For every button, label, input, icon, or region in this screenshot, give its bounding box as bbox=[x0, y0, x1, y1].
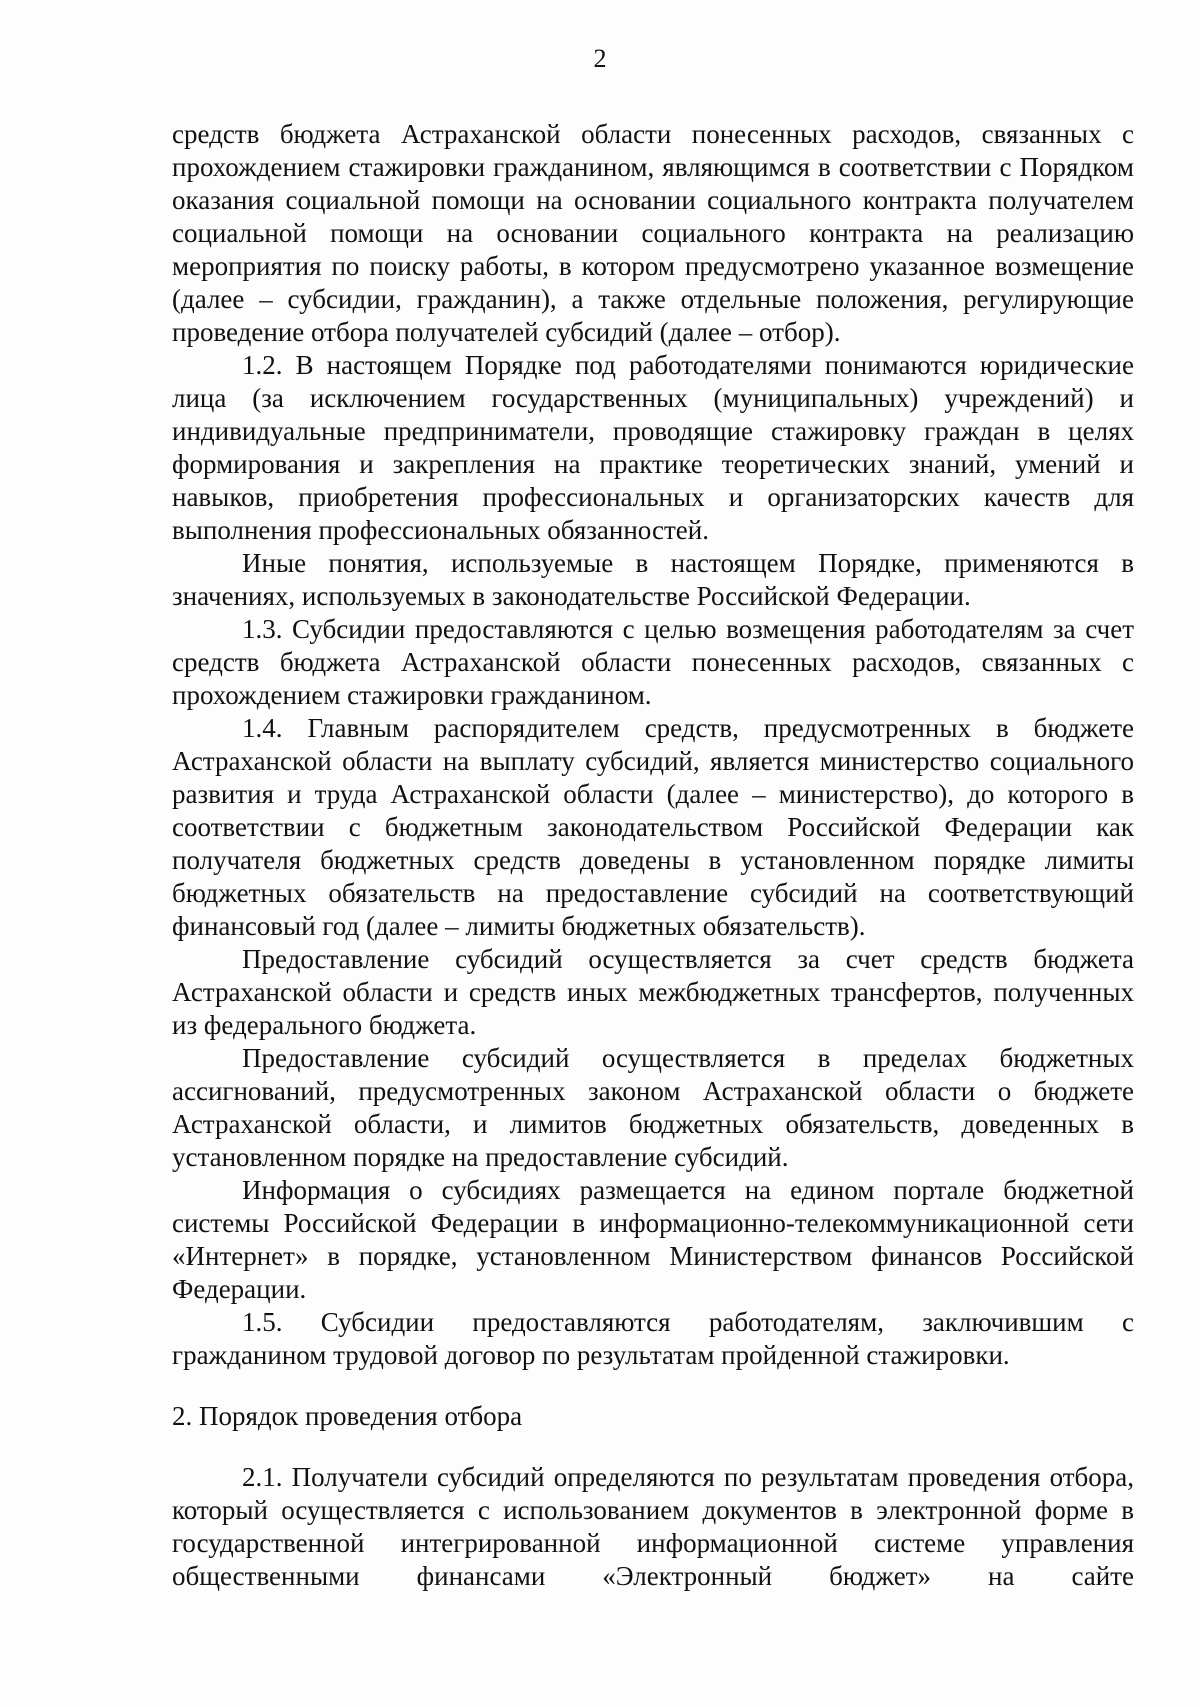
paragraph-1-2: 1.2. В настоящем Порядке под работодателями понимаются юридические лица (за исключением государственных (муниципальных) учреждений) и индивидуальные предприниматели, проводящие стажировку граждан в целях формирования и закрепления на практике теоретических знаний, умений и навыков, приобретения профессиональных и организаторских качеств для выполнения профессиональных обязанностей. bbox=[172, 350, 1134, 545]
paragraph-1-5: 1.5. Субсидии предоставляются работодателям, заключившим с гражданином трудовой договор по результатам пройденной стажировки. bbox=[172, 1307, 1134, 1370]
paragraph-other-concepts: Иные понятия, используемые в настоящем Порядке, применяются в значениях, используемых в законодательстве Российской Федерации. bbox=[172, 548, 1134, 611]
paragraph-intro-continuation: средств бюджета Астраханской области понесенных расходов, связанных с прохождением стажировки гражданином, являющимся в соответствии с Порядком оказания социальной помощи на основании социального контракта получателем социальной помощи на основании социального контракта на реализацию мероприятия по поиску работы, в котором предусмотрено указанное возмещение (далее – субсидии, гражданин), а также отдельные положения, регулирующие проведение отбора получателей субсидий (далее – отбор). bbox=[172, 119, 1134, 347]
paragraph-information-portal: Информация о субсидиях размещается на едином портале бюджетной системы Российской Федерации в информационно-телекоммуникационной сети «Интернет» в порядке, установленном Министерством финансов Российской Федерации. bbox=[172, 1175, 1134, 1304]
document-body bbox=[172, 118, 1134, 1593]
paragraph-funding-sources: Предоставление субсидий осуществляется за счет средств бюджета Астраханской области и средств иных межбюджетных трансфертов, полученных из федерального бюджета. bbox=[172, 944, 1134, 1040]
paragraph-1-4: 1.4. Главным распорядителем средств, предусмотренных в бюджете Астраханской области на выплату субсидий, является министерство социального развития и труда Астраханской области (далее – министерство), до которого в соответствии с бюджетным законодательством Российской Федерации как получателя бюджетных средств доведены в установленном порядке лимиты бюджетных обязательств на предоставление субсидий на соответствующий финансовый год (далее – лимиты бюджетных обязательств). bbox=[172, 713, 1134, 941]
paragraph-funding-limits: Предоставление субсидий осуществляется в пределах бюджетных ассигнований, предусмотренных законом Астраханской области о бюджете Астраханской области, и лимитов бюджетных обязательств, доведенных в установленном порядке на предоставление субсидий. bbox=[172, 1043, 1134, 1172]
paragraph-1-3: 1.3. Субсидии предоставляются с целью возмещения работодателям за счет средств бюджета Астраханской области понесенных расходов, связанных с прохождением стажировки гражданином. bbox=[172, 614, 1134, 710]
page-number: 2 bbox=[593, 44, 607, 73]
section-heading: 2. Порядок проведения отбора bbox=[172, 1401, 523, 1431]
paragraph-2-1: 2.1. Получатели субсидий определяются по результатам проведения отбора, который осуществляется с использованием документов в электронной форме в государственной интегрированной информационной системе управления общественными финансами «Электронный бюджет» на сайте bbox=[172, 1462, 1134, 1591]
